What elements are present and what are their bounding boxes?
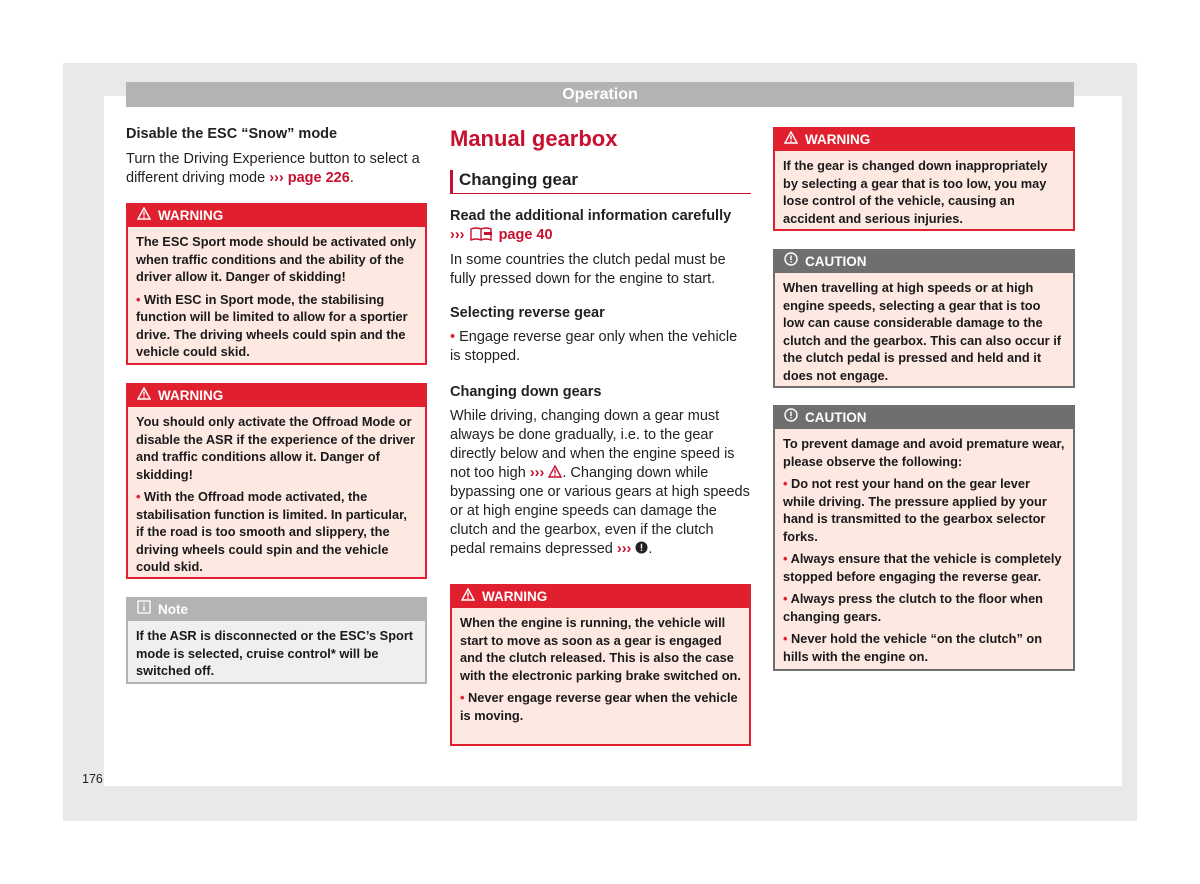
book-reference-icon (469, 227, 499, 243)
bullet: • (460, 690, 465, 705)
list-item: • Never hold the vehicle “on the clutch” on hills with the engine on. (783, 631, 1043, 664)
read-info-heading: Read the additional information carefully (450, 208, 732, 224)
esc-snow-section (126, 126, 427, 188)
note-box-body: If the ASR is disconnected or the ESC’s Sport mode is selected, cruise control* will be switched off. (136, 628, 414, 678)
warning-triangle-icon (460, 586, 476, 608)
warning-box-body: When the engine is running, the vehicle will start to move as soon as a gear is engaged and the clutch released. This is also the case with the electronic parking brake switched on. • Never engage reverse gear when the vehicle is moving. (460, 615, 741, 723)
warning-triangle-icon (136, 385, 152, 407)
warning-box-body: If the gear is changed down inappropriately by selecting a gear that is too low, you may lose control of the vehicle, causing an accident and serious injuries. (783, 158, 1048, 226)
reverse-gear-heading: Selecting reverse gear (450, 305, 605, 321)
down-gears-heading: Changing down gears (450, 384, 602, 400)
subsection-title: Changing gear (459, 170, 579, 189)
info-icon (136, 599, 152, 621)
page-40-link[interactable]: page 40 (498, 227, 553, 243)
caution-circle-icon (783, 251, 799, 273)
caution-reference-icon[interactable] (635, 541, 648, 557)
warning-box-body: The ESC Sport mode should be activated only when traffic conditions and the ability of the driver allow it. Danger of skidding! • With ESC in Sport mode, the stabilising function will be limited to allow for a sportier drive. The driving wheels could spin and the vehicle could skid. (136, 234, 417, 359)
warning-box-offroad (126, 383, 427, 579)
down-gears-text: While driving, changing down a gear must always be done gradually, i.e. to the gear directly below and when the engine speed is not too high ››› . Changing down while bypassing one or various gears at high speeds or at high engine speeds can damage the clutch and the gearbox, even if the clutch pedal remains depressed ››› . (450, 408, 750, 557)
warning-reference-icon[interactable] (548, 465, 562, 481)
caution-box-wear (773, 405, 1075, 671)
warning-box-header: WARNING (128, 205, 425, 227)
subsection-title-box (450, 170, 751, 194)
warning-triangle-icon (136, 205, 152, 227)
page-number: 176 (82, 772, 103, 786)
note-box-header: Note (128, 599, 425, 621)
caution-circle-icon (783, 407, 799, 429)
esc-snow-text: Turn the Driving Experience button to select a different driving mode ››› page 226. (126, 151, 420, 186)
bullet: • (136, 291, 141, 307)
warning-box-header: WARNING (128, 385, 425, 407)
bullet: • (136, 489, 141, 504)
caution-box-header: CAUTION (775, 251, 1073, 273)
list-item: • Always press the clutch to the floor when changing gears. (783, 591, 1044, 624)
caution-box-high-speed (773, 249, 1075, 388)
esc-snow-heading: Disable the ESC “Snow” mode (126, 126, 338, 142)
reverse-gear-text: • Engage reverse gear only when the vehicle is stopped. (450, 329, 738, 364)
section-header: Operation (126, 82, 1074, 107)
warning-triangle-icon (783, 129, 799, 151)
changing-gear-content: Read the additional information carefully ››› page 40 In some countries the clutch pedal must be fully pressed down for the engine to start. Selecting reverse gear • Engage reverse gear only when the vehicle is stopped. Changing down gears While driving, changing down a gear must always be done gradually, i.e. to the gear directly below and when the engine speed is not too high ››› . Changing down while bypassing one or various gears at high speeds or at high engine speeds can damage the clutch and the gearbox, even if the clutch pedal remains depressed ››› . (450, 208, 750, 557)
intro-text: In some countries the clutch pedal must be fully pressed down for the engine to start. (450, 252, 726, 287)
section-title: Manual gearbox (450, 126, 618, 151)
caution-box-body: When travelling at high speeds or at high engine speeds, selecting a gear that is too low can cause considerable damage to the clutch and the gearbox. This can also occur if the clutch pedal is pressed and held and it does not engage. (783, 280, 1062, 383)
list-item: • Do not rest your hand on the gear lever while driving. The pressure applied by your hand is transmitted to the gearbox selector forks. (783, 476, 1047, 544)
warning-box-engine-running (450, 584, 751, 746)
list-item: • Always ensure that the vehicle is completely stopped before engaging the reverse gear. (783, 551, 1062, 584)
caution-box-body: To prevent damage and avoid premature wear, please observe the following: • Do not rest your hand on the gear lever while driving. The pressure applied by your hand is transmitted to the gearbox selector forks. • Always ensure that the vehicle is completely stopped before engaging the reverse gear. • Always press the clutch to the floor when changing gears. • Never hold the vehicle “on the clutch” on hills with the engine on. (783, 436, 1065, 664)
warning-box-gear-too-low (773, 127, 1075, 231)
warning-box-esc-sport (126, 203, 427, 365)
page-226-link[interactable]: page 226 (287, 170, 350, 186)
page-link-arrows: ››› (269, 170, 284, 186)
warning-box-body: You should only activate the Offroad Mode or disable the ASR if the experience of the driver and traffic conditions allow it. Danger of skidding! • With the Offroad mode activated, the stabilisation function is limited. In particular, if the road is too smooth and slippery, the driving wheels could spin and the vehicle could skid. (136, 414, 416, 574)
caution-box-header: CAUTION (775, 407, 1073, 429)
warning-box-header: WARNING (775, 129, 1073, 151)
note-box (126, 597, 427, 684)
warning-box-header: WARNING (452, 586, 749, 608)
